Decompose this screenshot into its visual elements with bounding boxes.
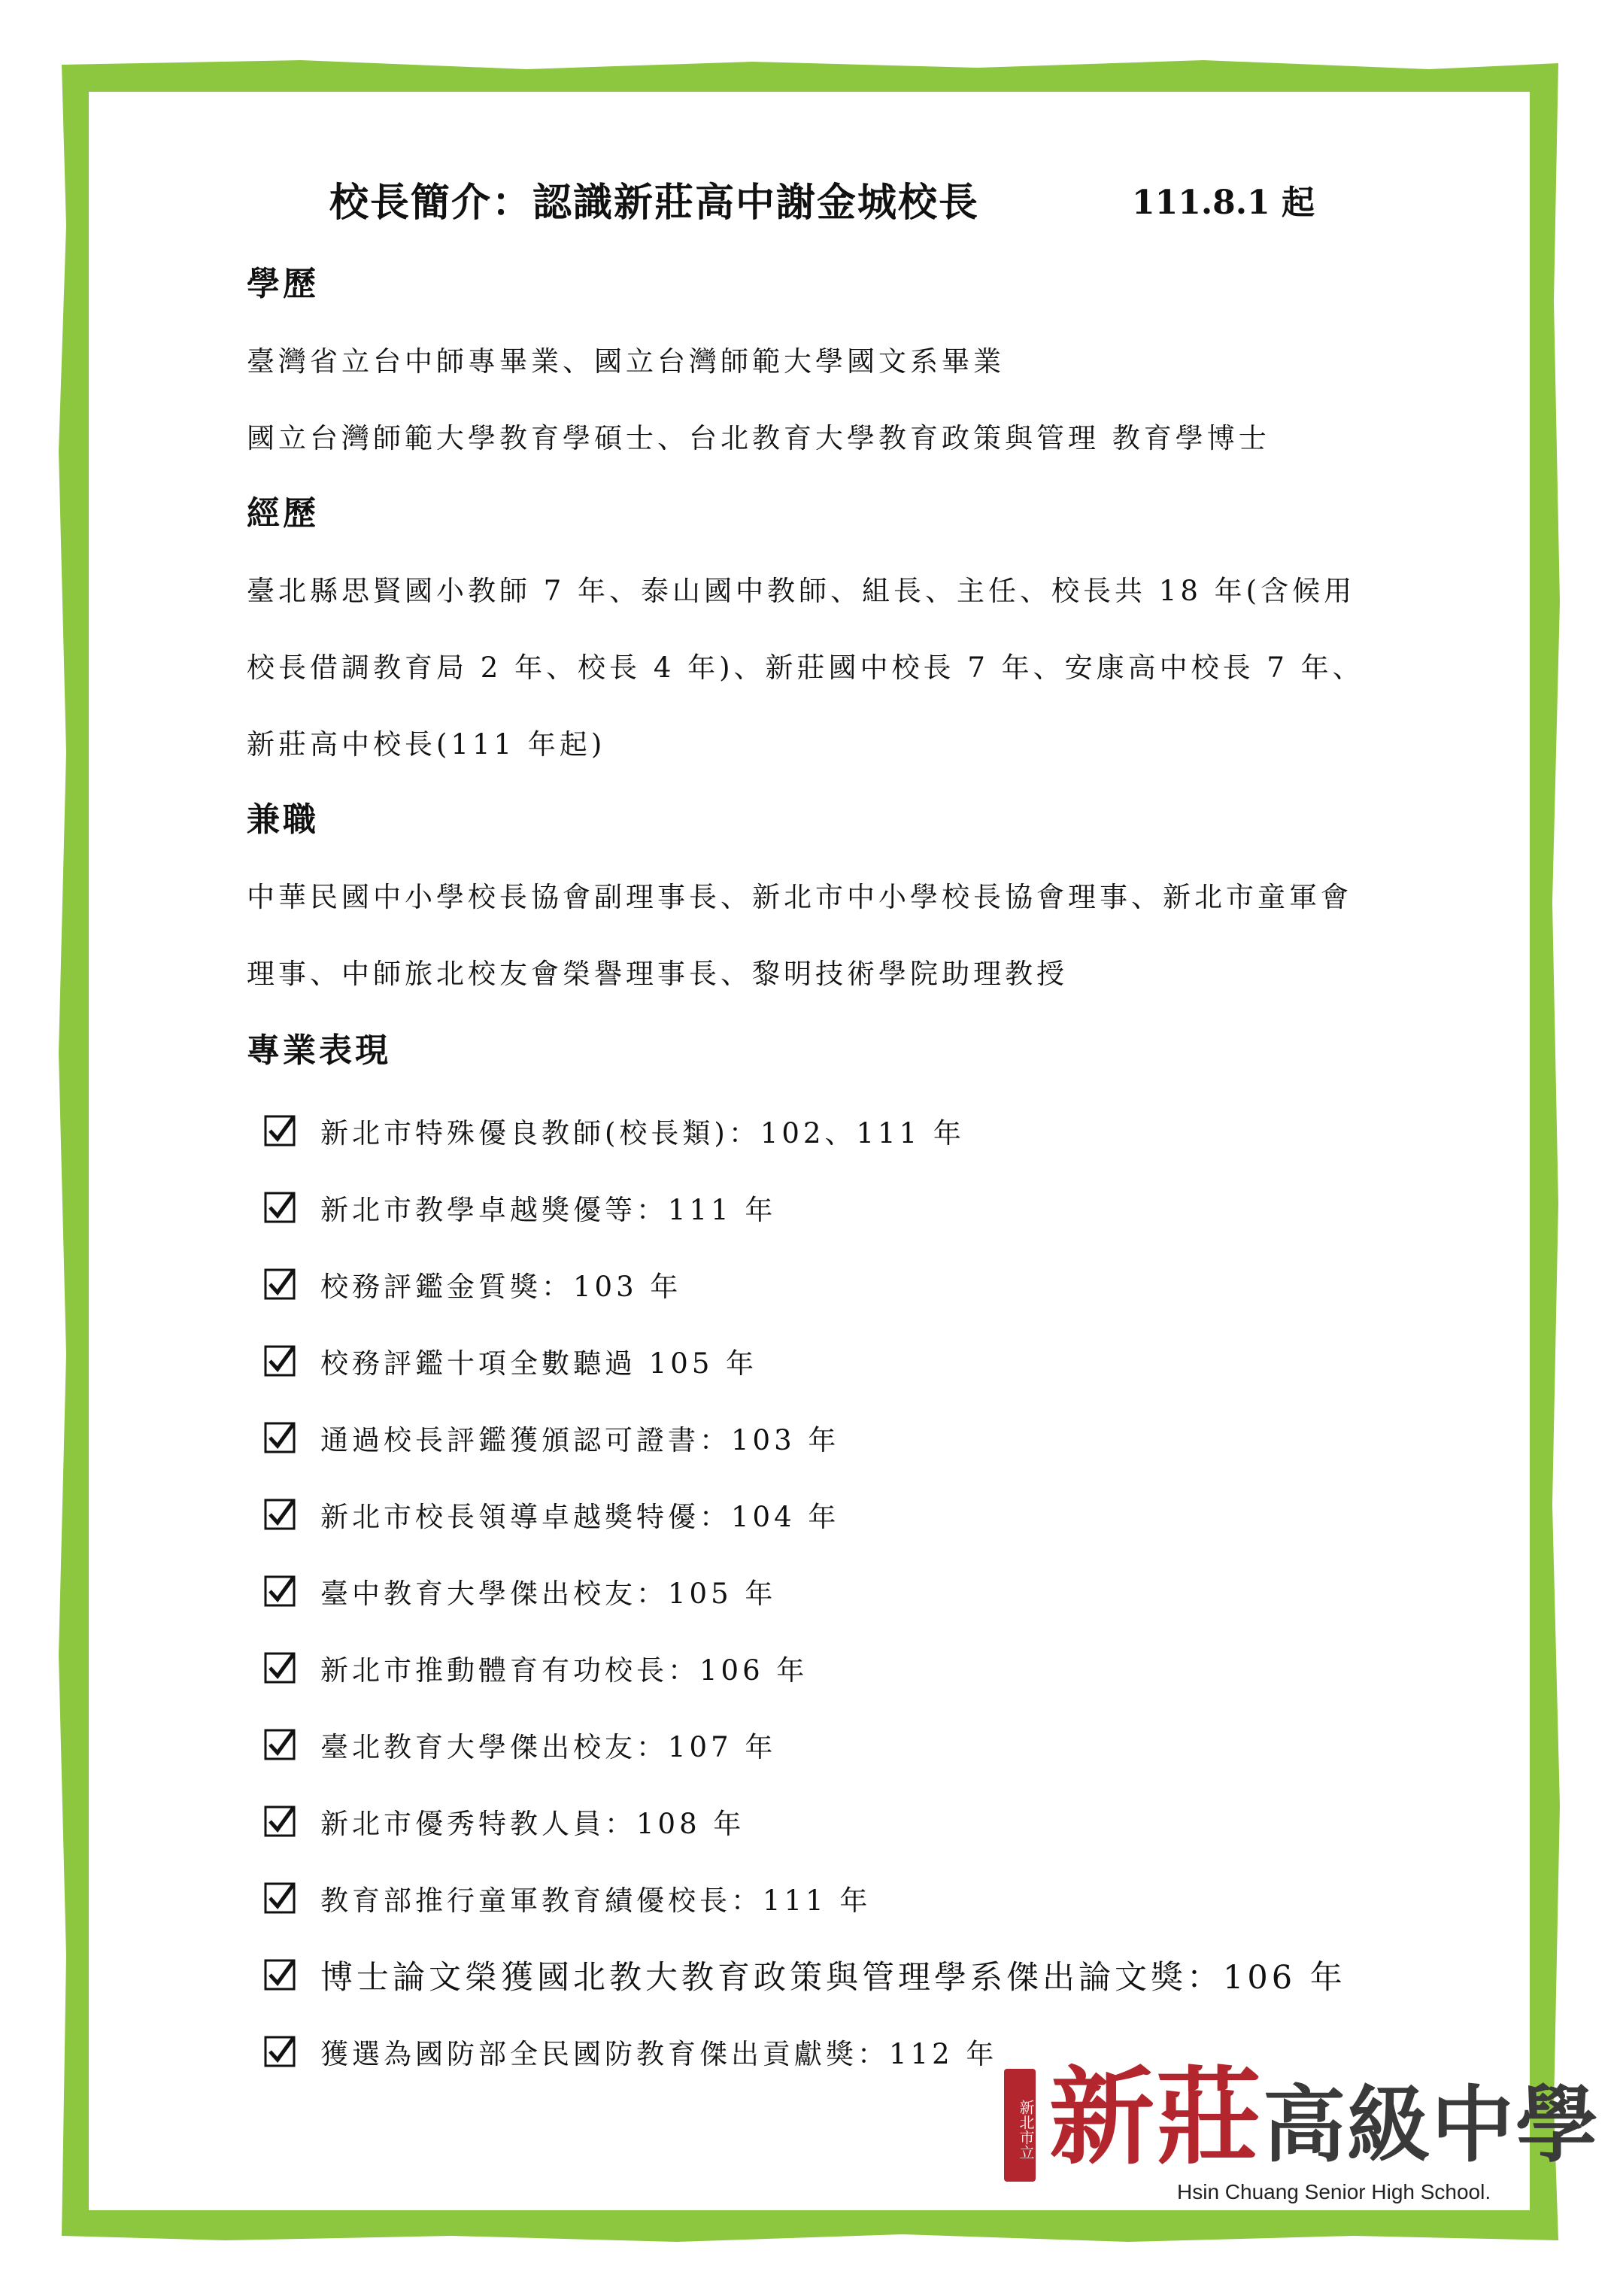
checkbox-checked-icon xyxy=(263,1805,296,1838)
achievement-text: 通過校長評鑑獲頒認可證書：103 年 xyxy=(320,1424,840,1456)
checkbox-checked-icon xyxy=(263,1114,296,1147)
concurrent-heading: 兼職 xyxy=(247,800,319,839)
checkbox-checked-icon xyxy=(263,1498,296,1531)
checkbox-checked-icon xyxy=(263,1651,296,1684)
list-item xyxy=(263,1476,1346,1553)
achievement-text: 新北市推動體育有功校長：106 年 xyxy=(320,1654,808,1687)
checkbox-checked-icon xyxy=(263,1728,296,1761)
title-row xyxy=(0,173,1617,233)
checkbox-checked-icon xyxy=(263,1958,296,1991)
achievements-heading: 專業表現 xyxy=(247,1031,391,1070)
school-logo xyxy=(1004,2054,1600,2219)
checkbox-checked-icon xyxy=(263,1268,296,1301)
checkbox-checked-icon xyxy=(263,1191,296,1224)
education-line-1: 臺灣省立台中師專畢業、國立台灣師範大學國文系畢業 xyxy=(247,345,1005,378)
effective-date: 111.8.1 起 xyxy=(1132,184,1315,222)
checkbox-checked-icon xyxy=(263,1575,296,1608)
achievement-text: 校務評鑑十項全數聽過 105 年 xyxy=(320,1347,758,1380)
achievement-text: 新北市校長領導卓越獎特優：104 年 xyxy=(320,1501,840,1533)
education-heading: 學歷 xyxy=(247,265,319,303)
achievement-text: 新北市特殊優良教師(校長類)：102、111 年 xyxy=(320,1117,965,1150)
list-item xyxy=(263,1860,1346,1936)
achievement-text: 臺中教育大學傑出校友：105 年 xyxy=(320,1578,777,1610)
achievement-text: 臺北教育大學傑出校友：107 年 xyxy=(320,1731,777,1763)
achievement-text: 校務評鑑金質獎：103 年 xyxy=(320,1271,682,1303)
concurrent-text: 中華民國中小學校長協會副理事長、新北市中小學校長協會理事、新北市童軍會理事、中師旅北校友會榮譽理事長、黎明技術學院助理教授 xyxy=(247,881,1352,990)
achievement-text: 新北市優秀特教人員：108 年 xyxy=(320,1808,745,1840)
achievement-text: 教育部推行童軍教育績優校長：111 年 xyxy=(320,1884,872,1917)
checkbox-checked-icon xyxy=(263,1881,296,1915)
logo-name-part1: 新莊 xyxy=(1049,2056,1264,2179)
achievement-text: 新北市教學卓越獎優等：111 年 xyxy=(320,1194,777,1226)
experience-heading: 經歷 xyxy=(247,494,319,533)
list-item xyxy=(263,1706,1346,1783)
logo-chinese-name xyxy=(1049,2056,1600,2182)
list-item xyxy=(263,1629,1346,1706)
achievements-list xyxy=(263,1092,1346,2090)
achievement-text: 博士論文榮獲國北教大教育政策與管理學系傑出論文獎：106 年 xyxy=(320,1958,1346,1997)
experience-text: 臺北縣思賢國小教師 7 年、泰山國中教師、組長、主任、校長共 18 年(含候用校長借調教育局 2 年、校長 4 年)、新莊國中校長 7 年、安康高中校長 7 年、新莊高中校長(111 年起) xyxy=(247,575,1364,761)
checkbox-checked-icon xyxy=(263,1344,296,1377)
list-item xyxy=(263,1169,1346,1246)
checkbox-checked-icon xyxy=(263,1421,296,1454)
logo-name-part2: 高級中學 xyxy=(1263,2076,1600,2173)
page-title: 校長簡介：認識新莊高中謝金城校長 xyxy=(329,180,980,226)
list-item xyxy=(263,1553,1346,1629)
list-item xyxy=(263,1399,1346,1476)
checkbox-checked-icon xyxy=(263,2035,296,2068)
list-item xyxy=(263,1246,1346,1323)
logo-english-name: Hsin Chuang Senior High School. xyxy=(1177,2180,1491,2203)
list-item xyxy=(263,1323,1346,1399)
list-item xyxy=(263,1936,1346,2013)
list-item xyxy=(263,1092,1346,1169)
achievement-text: 獲選為國防部全民國防教育傑出貢獻獎：112 年 xyxy=(320,2038,998,2070)
education-line-2: 國立台灣師範大學教育學碩士、台北教育大學教育政策與管理 教育學博士 xyxy=(247,422,1270,454)
logo-seal: 新北市立 xyxy=(1004,2069,1036,2182)
list-item xyxy=(263,1783,1346,1860)
